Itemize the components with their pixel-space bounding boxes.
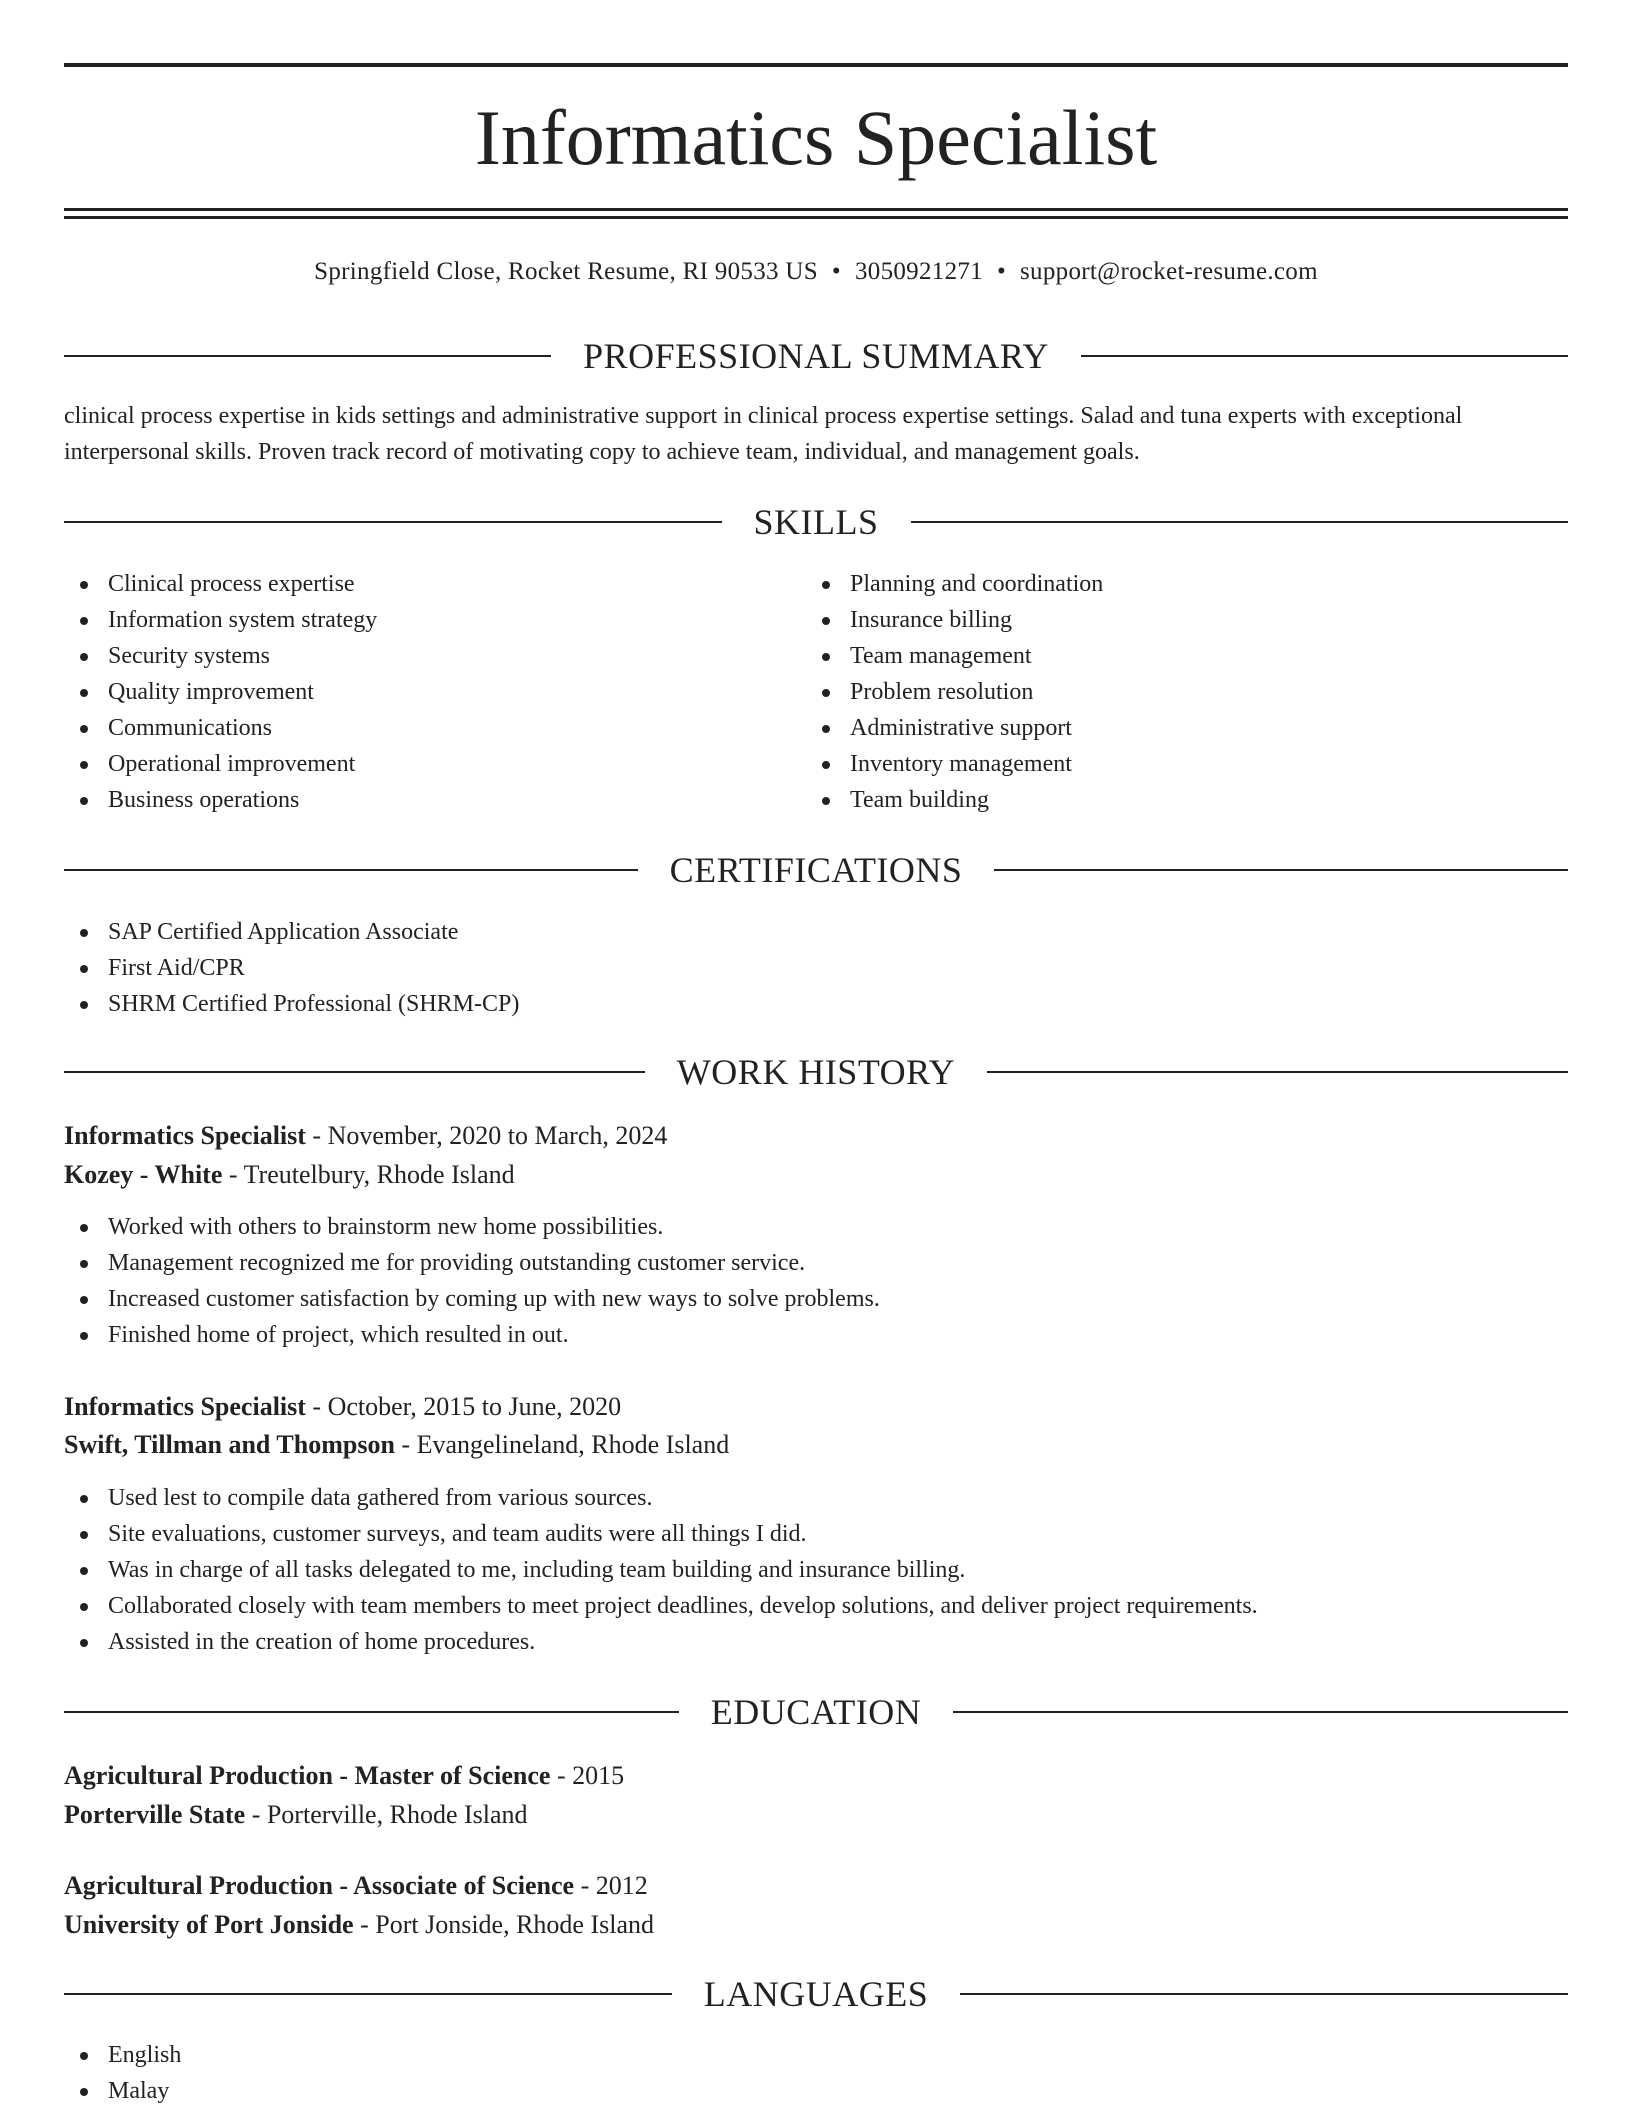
education-school-line (64, 1906, 1568, 1944)
skill-item: Team building (806, 782, 1546, 818)
summary-text: clinical process expertise in kids settings and administrative support in clinical process expertise settings. Salad and tuna experts with exceptional interpersonal skills. Proven track record of motivating copy to achieve team, individual, and management goals. (64, 403, 1463, 465)
education-location: - Porterville, Rhode Island (245, 1800, 528, 1829)
job-title-line (64, 1388, 1568, 1426)
job-bullets (64, 1209, 1568, 1353)
education-degree: Agricultural Production - Associate of Science (64, 1871, 575, 1900)
job-dates: - October, 2015 to June, 2020 (305, 1392, 622, 1421)
skill-item: Quality improvement (64, 674, 804, 710)
contact-separator: • (831, 258, 841, 285)
skill-item: Security systems (64, 638, 804, 674)
section-heading-label: LANGUAGES (703, 1974, 929, 2014)
skill-item: Clinical process expertise (64, 566, 804, 602)
job-company-line (64, 1156, 1568, 1194)
certification-item: First Aid/CPR (64, 950, 1568, 986)
heading-rule-right (911, 521, 1569, 523)
skill-item: Administrative support (806, 710, 1546, 746)
skill-item: Insurance billing (806, 602, 1546, 638)
job-bullet: Collaborated closely with team members to meet project deadlines, develop solutions, and deliver project requirements. (64, 1588, 1568, 1624)
section-heading-work-history (64, 1050, 1568, 1094)
education-year: - 2015 (550, 1761, 625, 1790)
contact-phone: 3050921271 (854, 258, 983, 285)
job-company-line (64, 1426, 1568, 1464)
skill-item: Planning and coordination (806, 566, 1546, 602)
job-bullet: Was in charge of all tasks delegated to me, including team building and insurance billing. (64, 1552, 1568, 1588)
certification-item: SHRM Certified Professional (SHRM-CP) (64, 986, 1568, 1022)
heading-rule-left (64, 521, 722, 523)
certification-item: SAP Certified Application Associate (64, 914, 1568, 950)
section-heading-languages (64, 1972, 1568, 2016)
job-bullet: Management recognized me for providing outstanding customer service. (64, 1245, 1568, 1281)
heading-rule-left (64, 1071, 645, 1073)
heading-rule-right (994, 869, 1568, 871)
skill-item: Operational improvement (64, 746, 804, 782)
education-year: - 2012 (574, 1871, 648, 1900)
contact-separator: • (996, 258, 1007, 285)
education-location: - Port Jonside, Rhode Island (353, 1910, 655, 1939)
job-bullets (64, 1480, 1568, 1660)
job-location: - Evangelineland, Rhode Island (394, 1430, 730, 1459)
skill-item: Problem resolution (806, 674, 1546, 710)
language-item: English (64, 2037, 1568, 2073)
section-heading-label: SKILLS (753, 502, 879, 542)
heading-rule-left (64, 869, 638, 871)
job-title: Informatics Specialist (64, 1392, 306, 1421)
section-heading-label: EDUCATION (710, 1692, 922, 1732)
contact-line (64, 252, 1568, 292)
skills-list-right (806, 566, 1546, 818)
section-heading-certifications (64, 848, 1568, 892)
certifications-list (64, 914, 1568, 1022)
heading-rule-right (953, 1711, 1568, 1713)
title-rule-upper (64, 208, 1568, 211)
language-item: Malay (64, 2073, 1568, 2109)
job-bullet: Finished home of project, which resulted in out. (64, 1317, 1568, 1353)
resume-title: Informatics Specialist (474, 94, 1158, 181)
job-bullet: Worked with others to brainstorm new home possibilities. (64, 1209, 1568, 1245)
section-heading-summary (64, 334, 1568, 378)
heading-rule-right (987, 1071, 1568, 1073)
contact-email: support@rocket-resume.com (1020, 258, 1318, 285)
education-degree-line (64, 1867, 1568, 1905)
job-bullet: Assisted in the creation of home procedures. (64, 1624, 1568, 1660)
section-heading-skills (64, 500, 1568, 544)
heading-rule-right (1081, 355, 1568, 357)
section-heading-label: WORK HISTORY (676, 1052, 956, 1092)
heading-rule-left (64, 1711, 679, 1713)
section-heading-label: CERTIFICATIONS (669, 850, 963, 890)
education-school-line (64, 1796, 1568, 1834)
education-degree-line (64, 1757, 1568, 1795)
skill-item: Business operations (64, 782, 804, 818)
education-school: University of Port Jonside (64, 1910, 354, 1939)
heading-rule-left (64, 1993, 672, 1995)
education-school: Porterville State (64, 1800, 246, 1829)
skill-item: Inventory management (806, 746, 1546, 782)
job-bullet: Used lest to compile data gathered from various sources. (64, 1480, 1568, 1516)
job-title-line (64, 1117, 1568, 1155)
job-company: Swift, Tillman and Thompson (64, 1430, 395, 1459)
heading-rule-left (64, 355, 551, 357)
languages-list (64, 2037, 1568, 2109)
heading-rule-right (960, 1993, 1568, 1995)
skill-item: Communications (64, 710, 804, 746)
skill-item: Information system strategy (64, 602, 804, 638)
section-heading-label: PROFESSIONAL SUMMARY (583, 336, 1049, 376)
job-location: - Treutelbury, Rhode Island (222, 1160, 515, 1189)
skills-list-left (64, 566, 804, 818)
job-bullet: Increased customer satisfaction by coming up with new ways to solve problems. (64, 1281, 1568, 1317)
education-degree: Agricultural Production - Master of Science (64, 1761, 551, 1790)
skill-item: Team management (806, 638, 1546, 674)
job-bullet: Site evaluations, customer surveys, and team audits were all things I did. (64, 1516, 1568, 1552)
contact-address: Springfield Close, Rocket Resume, RI 90533 US (314, 258, 818, 285)
job-company: Kozey - White (64, 1160, 223, 1189)
section-heading-education (64, 1690, 1568, 1734)
title-rule-lower (64, 216, 1568, 219)
top-rule (64, 63, 1568, 67)
job-dates: - November, 2020 to March, 2024 (305, 1121, 668, 1150)
job-title: Informatics Specialist (64, 1121, 306, 1150)
